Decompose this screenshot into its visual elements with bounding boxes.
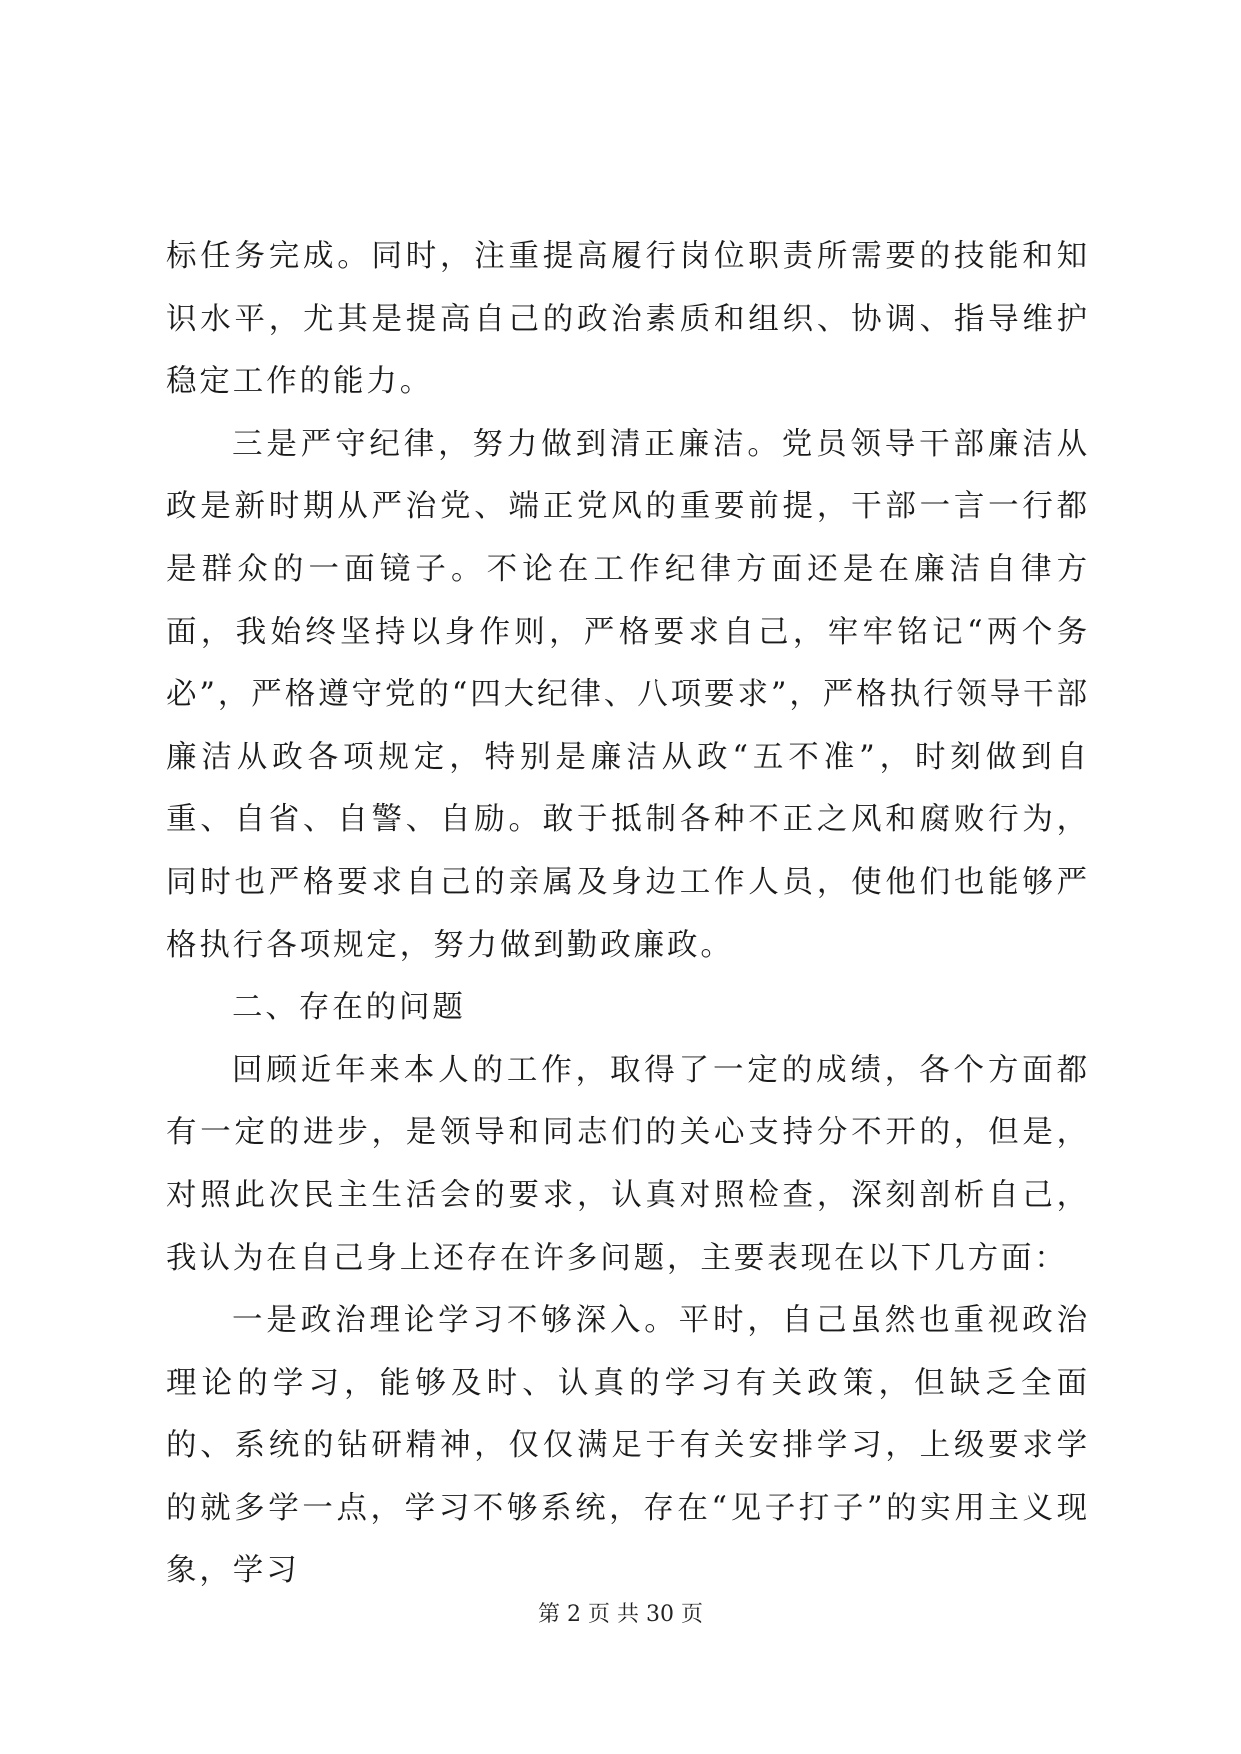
section-heading-problems: 二、存在的问题 [232, 990, 466, 1026]
document-body [166, 226, 1090, 1603]
paragraph-discipline: 三是严守纪律，努力做到清正廉洁。党员领导干部廉洁从政是新时期从严治党、端正党风的重要前提，干部一言一行都是群众的一面镜子。不论在工作纪律方面还是在廉洁自律方面，我始终坚持以身作则，严格要求自己，牢牢铭记“两个务必”，严格遵守党的“四大纪律、八项要求”，严格执行领导干部廉洁从政各项规定，特别是廉洁从政“五不准”，时刻做到自重、自省、自警、自励。敢于抵制各种不正之风和腐败行为，同时也严格要求自己的亲属及身边工作人员，使他们也能够严格执行各项规定，努力做到勤政廉政。 [166, 426, 1090, 963]
page-number-footer: 第 2 页 共 30 页 [538, 1602, 703, 1627]
paragraph-theory-study: 一是政治理论学习不够深入。平时，自己虽然也重视政治理论的学习，能够及时、认真的学习有关政策，但缺乏全面的、系统的钻研精神，仅仅满足于有关安排学习，上级要求学的就多学一点，学习不够系统，存在“见子打子”的实用主义现象，学习 [166, 1303, 1090, 1589]
paragraph-review: 回顾近年来本人的工作，取得了一定的成绩，各个方面都有一定的进步，是领导和同志们的关心支持分不开的，但是，对照此次民主生活会的要求，认真对照检查，深刻剖析自己，我认为在自己身上还存在许多问题，主要表现在以下几方面： [166, 1052, 1090, 1276]
paragraph-continuation: 标任务完成。同时，注重提高履行岗位职责所需要的技能和知识水平，尤其是提高自己的政治素质和组织、协调、指导维护稳定工作的能力。 [166, 239, 1090, 400]
